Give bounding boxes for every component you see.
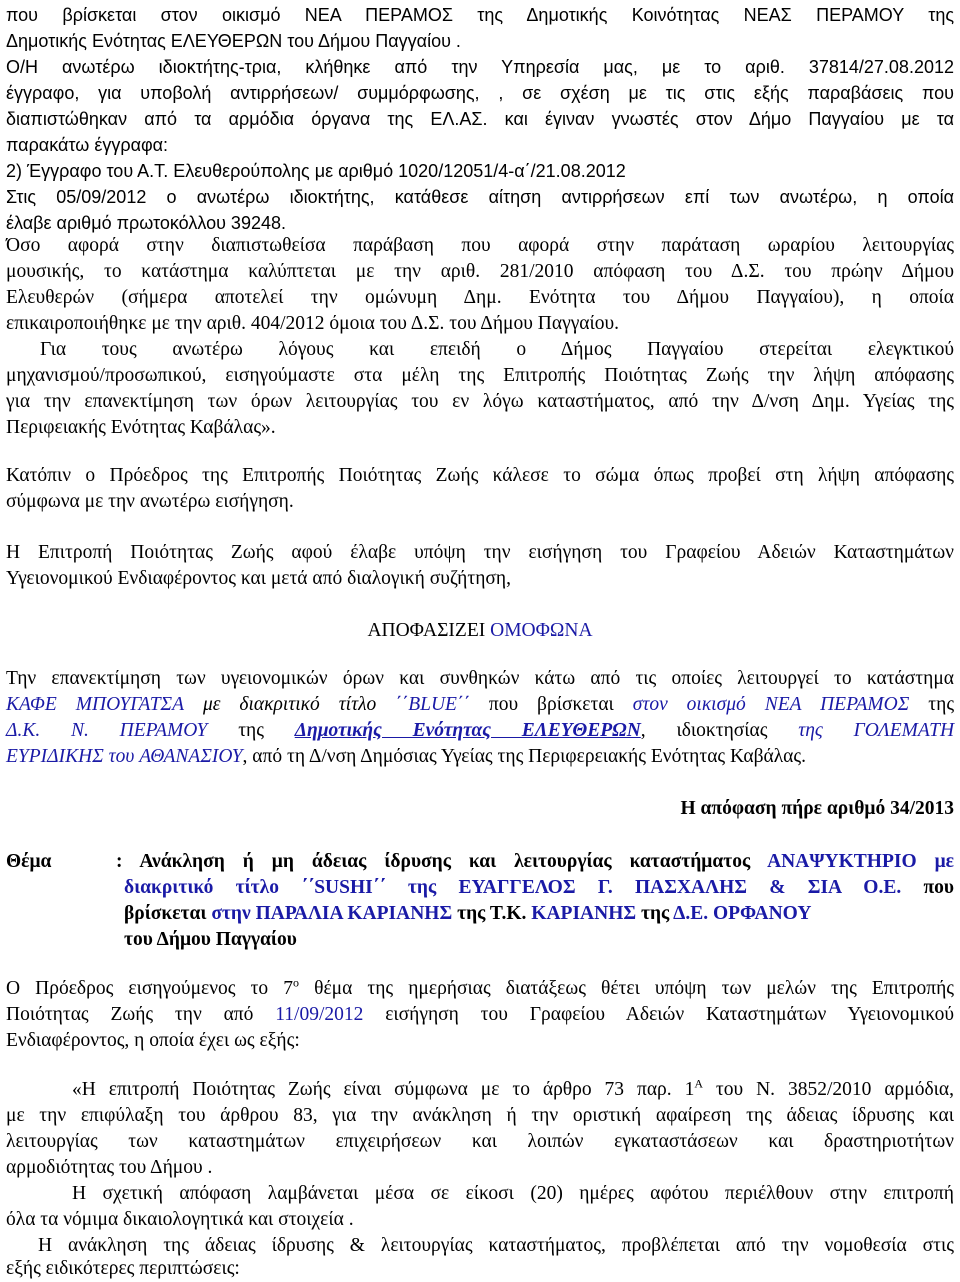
owner-name: ΕΥΡΙΔΙΚΗΣ <box>6 746 104 767</box>
text-line: που βρίσκεται στον οικισμό ΝΕΑ ΠΕΡΑΜΟΣ της Δημοτικής Κοινότητας ΝΕΑΣ ΠΕΡΑΜΟΥ της <box>6 5 954 25</box>
of-text: της <box>238 720 264 741</box>
text-line: αρμοδιότητας του Δήμου . <box>6 1157 213 1178</box>
owner-surname: ΓΟΛΕΜΑΤΗ <box>853 720 955 741</box>
community-name: ΚΑΡΙΑΝΗΣ <box>531 903 637 924</box>
text-line <box>6 692 954 718</box>
settlement-name: ΝΕΑ ΠΕΡΑΜΟΣ <box>764 694 910 715</box>
located-text: που <box>923 877 955 898</box>
text-line: Η σχετική απόφαση λαμβάνεται μέσα σε είκοσι (20) ημέρες αφότου περιέλθουν στην επιτροπή <box>72 1183 954 1204</box>
text-line: για την επανεκτίμηση των όρων λειτουργίας του εν λόγω καταστήματος, από την Δ/νση Δημ. Υγείας της <box>6 391 954 412</box>
text-line: Περιφειακής Ενότητας Καβάλας». <box>6 417 276 438</box>
brand-name: ΄΄BLUE΄΄ <box>395 694 470 715</box>
text-line: Την επανεκτίμηση των υγειονομικών όρων και συνθηκών κάτω από τις οποίες λειτουργεί το κατάστημα <box>6 668 954 689</box>
subject-line <box>116 849 954 875</box>
subject-label: Θέμα <box>6 851 52 872</box>
text-line: επικαιροποιήθηκε με την αριθ. 404/2012 όμοια του Δ.Σ. του Δήμου Παγγαίου. <box>6 313 620 334</box>
ordinal-superscript: ο <box>293 975 300 990</box>
subject-title: διακριτικό τίτλο ΄΄SUSHI΄΄ της ΕΥΑΓΓΕΛΟΣ Γ. ΠΑΣΧΑΛΗΣ & ΣΙΑ Ο.Ε. <box>124 877 902 898</box>
text-line: σύμφωνα με την ανωτέρω εισήγηση. <box>6 491 294 512</box>
title-label: με διακριτικό τίτλο <box>203 694 377 715</box>
quote-rest: του Ν. 3852/2010 αρμόδια, <box>703 1079 954 1100</box>
subject-line <box>124 901 954 927</box>
text-line: Όσο αφορά στην διαπιστωθείσα παράβαση που αφορά στην παράταση ωραρίου λειτουργίας <box>6 235 954 256</box>
text-line: Για τους ανωτέρω λόγους και επειδή ο Δήμος Παγγαίου στερείται ελεγκτικού <box>40 339 954 360</box>
text-line: 2) Έγγραφο του Α.Τ. Ελευθερούπολης με αριθμό 1020/12051/4-α΄/21.08.2012 <box>6 161 626 181</box>
intro-date: 11/09/2012 <box>275 1004 364 1025</box>
decision-number <box>6 796 954 822</box>
text-line: εξής ειδικότερες περιπτώσεις: <box>6 1258 240 1279</box>
unit-name: Δ.Ε. ΟΡΦΑΝΟΥ <box>673 903 812 924</box>
subject-intro: : Ανάκληση ή μη άδειας ίδρυσης και λειτουργίας καταστήματος <box>116 851 751 872</box>
community-text: της Τ.Κ. <box>457 903 527 924</box>
intro-rest: εισήγηση του Γραφείου Αδειών Καταστημάτων Υγειονομικού <box>385 1004 955 1025</box>
text-line <box>6 718 954 744</box>
location-name: στην ΠΑΡΑΛΙΑ ΚΑΡΙΑΝΗΣ <box>211 903 453 924</box>
father-name: ΑΘΑΝΑΣΙΟΥ <box>139 746 243 767</box>
text-line: Δημοτικής Ενότητας ΕΛΕΥΘΕΡΩΝ του Δήμου Παγγαίου . <box>6 31 461 51</box>
subject-line: του Δήμου Παγγαίου <box>124 929 297 950</box>
text-line: λειτουργίας των καταστημάτων επιχειρήσεων και λοιπών εγκαταστάσεων και δραστηριοτήτων <box>6 1131 954 1152</box>
text-line: Ελευθερών (σήμερα αποτελεί την ομώνυμη Δημ. Ενότητα του Δήμου Παγγαίου), η οποία <box>6 287 954 308</box>
text-line: μηχανισμού/προσωπικού, εισηγούμαστε στα μέλη της Επιτροπής Ποιότητας Ζωής την λήψη απόφασης <box>6 365 954 386</box>
of-text: της <box>798 720 823 741</box>
text-line: Υγειονομικού Ενδιαφέροντος και μετά από διαλογική συζήτηση, <box>6 568 511 589</box>
text-line: παρακάτω έγγραφα: <box>6 135 169 155</box>
intro-rest: θέμα της ημερήσιας διατάξεως θέτει υπόψη των μελών της Επιτροπής <box>299 978 954 999</box>
text-line <box>72 1077 954 1103</box>
tail-text: , από τη Δ/νση Δημόσιας Υγείας της Περιφερειακής Ενότητας Καβάλας. <box>242 746 806 767</box>
text-line: μουσικής, το κατάστημα καλύπτεται με την αριθ. 281/2010 απόφαση του Δ.Σ. του πρώην Δήμου <box>6 261 954 282</box>
text-line <box>6 1002 954 1028</box>
text-line: Η Επιτροπή Ποιότητας Ζωής αφού έλαβε υπόψη την εισήγηση του Γραφείου Αδειών Καταστημάτων <box>6 542 954 563</box>
located-text: βρίσκεται <box>124 903 207 924</box>
decision-number-value: 34/2013 <box>890 798 954 819</box>
in-settlement-text: στον οικισμό <box>632 694 746 715</box>
text-line: με την επιφύλαξη του άρθρου 83, για την ανάκληση ή την οριστική αφαίρεση της άδειας ίδρυσης και <box>6 1105 954 1126</box>
text-line <box>6 744 954 770</box>
community-name: Δ.Κ. Ν. ΠΕΡΑΜΟΥ <box>6 720 208 741</box>
decision-heading <box>6 618 954 644</box>
intro-start: Ο Πρόεδρος εισηγούμενος το 7 <box>6 978 294 999</box>
text-line: Κατόπιν ο Πρόεδρος της Επιτροπής Ποιότητας Ζωής κάλεσε το σώμα όπως προβεί στη λήψη απόφασης <box>6 465 954 486</box>
decision-number-label: Η απόφαση πήρε αριθμό <box>680 798 886 819</box>
text-line <box>6 976 954 1002</box>
owned-text: , ιδιοκτησίας <box>640 720 768 741</box>
decides-word: ΑΠΟΦΑΣΙΖΕΙ <box>367 620 486 641</box>
text-line: όλα τα νόμιμα δικαιολογητικά και στοιχεία . <box>6 1209 354 1230</box>
text-line: Η ανάκληση της άδειας ίδρυσης & λειτουργίας καταστήματος, προβλέπεται από την νομοθεσία στις <box>38 1235 954 1256</box>
text-line: έγγραφο, για υποβολή αντιρρήσεων/ συμμόρφωσης, , σε σχέση με τις στις εξής παραβάσεις που <box>6 83 954 103</box>
text-line: έλαβε αριθμό πρωτοκόλλου 39248. <box>6 213 286 233</box>
unanimous-word: ΟΜΟΦΩΝΑ <box>490 620 593 641</box>
intro-start: Ποιότητας Ζωής την από <box>6 1004 254 1025</box>
text-line: Στις 05/09/2012 ο ανωτέρω ιδιοκτήτης, κατάθεσε αίτηση αντιρρήσεων επί των ανωτέρω, η οποία <box>6 187 954 207</box>
text-line: Ο/Η ανωτέρω ιδιοκτήτης-τρια, κλήθηκε από την Υπηρεσία μας, με το αριθ. 37814/27.08.2012 <box>6 57 954 77</box>
of-text: του <box>108 746 135 767</box>
with-text: με <box>934 851 954 872</box>
of-text: της <box>928 694 955 715</box>
unit-name: Δημοτικής Ενότητας ΕΛΕΥΘΕΡΩΝ <box>294 720 641 741</box>
subject-line <box>124 875 954 901</box>
of-text: της <box>641 903 670 924</box>
shop-name: ΚΑΦΕ ΜΠΟΥΓΑΤΣΑ <box>6 694 185 715</box>
article-superscript: Α <box>694 1076 703 1091</box>
text-line: διαπιστώθηκαν από τα αρμόδια όργανα της ΕΛ.ΑΣ. και έγιναν γνωστές στον Δήμο Παγγαίου με τα <box>6 109 954 129</box>
quote-start: «Η επιτροπή Ποιότητας Ζωής είναι σύμφωνα με το άρθρο 73 παρ. 1 <box>72 1079 695 1100</box>
located-text: που βρίσκεται <box>488 694 614 715</box>
text-line: Ενδιαφέροντος, η οποία έχει ως εξής: <box>6 1030 300 1051</box>
shop-type: ΑΝΑΨΥΚΤΗΡΙΟ <box>767 851 917 872</box>
